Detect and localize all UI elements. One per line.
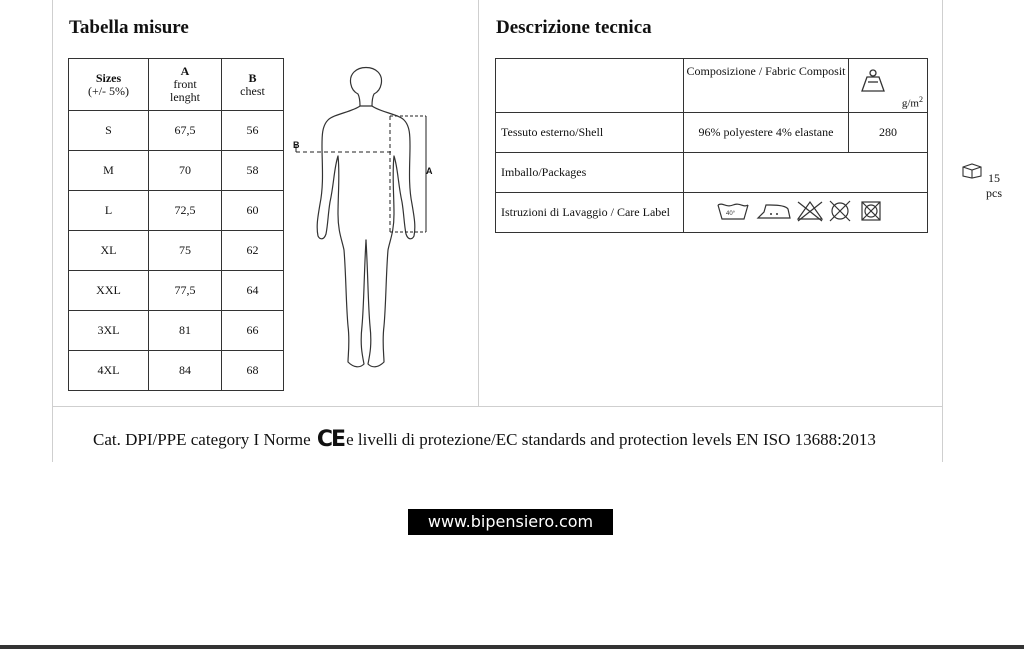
weight-header — [849, 59, 928, 113]
cell-a: 67,5 — [149, 111, 222, 151]
table-row — [69, 271, 284, 311]
header-a: A — [180, 64, 190, 78]
care-symbols — [716, 199, 896, 223]
shell-row — [496, 113, 928, 153]
table-row — [69, 351, 284, 391]
size-table-title: Tabella misure — [69, 17, 189, 38]
header-b: B — [248, 70, 257, 85]
weight-unit — [902, 95, 923, 110]
table-row — [69, 231, 284, 271]
tech-header-row — [496, 59, 928, 113]
cell-b: 64 — [222, 271, 284, 311]
no-tumble-dry-icon — [830, 201, 850, 221]
table-row — [69, 151, 284, 191]
body-measurement-figure — [288, 64, 458, 384]
no-bleach-icon — [798, 202, 822, 221]
figure-label-b: B — [293, 140, 300, 150]
weight-icon — [859, 67, 887, 95]
packages-value: 15 pcs — [986, 171, 1002, 200]
packages-label: Imballo/Packages — [496, 153, 684, 193]
cell-b: 66 — [222, 311, 284, 351]
wash-temp: 40° — [725, 210, 735, 217]
composition-header: Composizione / Fabric Composit — [684, 59, 849, 113]
bottom-edge-bar — [0, 645, 1024, 649]
packages-row — [496, 153, 928, 193]
no-dry-clean-icon — [862, 202, 880, 220]
care-icons — [684, 193, 928, 233]
cell-size: M — [69, 151, 149, 191]
cell-b: 56 — [222, 111, 284, 151]
cell-size: S — [69, 111, 149, 151]
header-lenght: lenght — [170, 90, 200, 104]
size-table-header — [69, 59, 284, 111]
shell-composition: 96% polyestere 4% elastane — [684, 113, 849, 153]
table-row — [69, 311, 284, 351]
cell-size: XL — [69, 231, 149, 271]
weight-unit-sup: 2 — [919, 95, 923, 105]
website-url[interactable]: www.bipensiero.com — [408, 509, 613, 535]
cell-size: XXL — [69, 271, 149, 311]
cell-a: 77,5 — [149, 271, 222, 311]
tech-table — [495, 58, 1002, 233]
care-label: Istruzioni di Lavaggio / Care Label — [496, 193, 684, 233]
weight-unit-text: g/m — [901, 98, 919, 110]
box-icon — [960, 161, 984, 179]
care-row — [496, 193, 928, 233]
header-sizes-label: Sizes — [95, 70, 122, 85]
cell-a: 72,5 — [149, 191, 222, 231]
header-chest-label: chest — [240, 83, 265, 98]
cell-a: 81 — [149, 311, 222, 351]
panel-right-border — [942, 0, 943, 462]
cell-a: 75 — [149, 231, 222, 271]
cell-size: L — [69, 191, 149, 231]
header-chest — [222, 59, 284, 111]
cell-b: 58 — [222, 151, 284, 191]
header-front: front — [173, 77, 197, 91]
cell-b: 68 — [222, 351, 284, 391]
compliance-text — [93, 427, 876, 452]
cell-size: 3XL — [69, 311, 149, 351]
figure-label-a: A — [426, 166, 433, 176]
footer-divider — [52, 406, 943, 407]
tech-table-title: Descrizione tecnica — [496, 17, 652, 38]
size-table — [68, 58, 284, 391]
panel-divider — [478, 0, 479, 406]
header-sizes — [69, 59, 149, 111]
ce-mark: CE — [316, 427, 345, 452]
packages-cell — [684, 153, 1002, 200]
tech-header-empty — [496, 59, 684, 113]
compliance-text-after: e livelli di protezione/EC standards and protection levels EN ISO 13688:2013 — [346, 430, 876, 449]
header-front-length — [149, 59, 222, 111]
shell-weight: 280 — [849, 113, 928, 153]
cell-size: 4XL — [69, 351, 149, 391]
cell-a: 84 — [149, 351, 222, 391]
compliance-text-before: Cat. DPI/PPE category I Norme — [93, 430, 311, 449]
panel-left-border — [52, 0, 53, 462]
cell-b: 60 — [222, 191, 284, 231]
table-row — [69, 111, 284, 151]
table-row — [69, 191, 284, 231]
cell-b: 62 — [222, 231, 284, 271]
shell-label: Tessuto esterno/Shell — [496, 113, 684, 153]
iron-2-dots-icon — [758, 205, 790, 218]
header-tolerance: (+/- 5%) — [87, 83, 130, 98]
cell-a: 70 — [149, 151, 222, 191]
